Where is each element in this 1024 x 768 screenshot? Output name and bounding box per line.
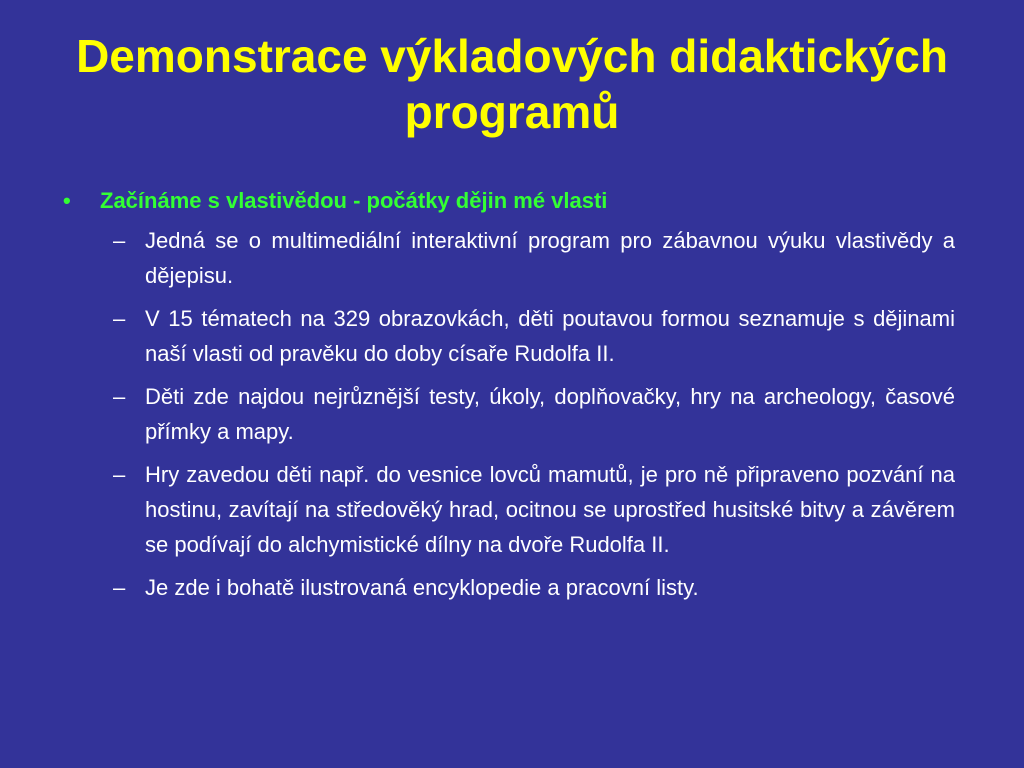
main-bullet-text: Začínáme s vlastivědou - počátky dějin mé vlasti (100, 188, 608, 213)
dash-icon: – (113, 306, 126, 331)
main-bullet (55, 183, 965, 219)
sub-bullet (55, 301, 965, 371)
sub-bullet (55, 223, 965, 293)
sub-bullet-text: Hry zavedou děti např. do vesnice lovců mamutů, je pro ně připraveno pozvání na hostinu, zavítají na středověký hrad, ocitnou se uprostřed husitské bitvy a závěrem se podívají do alchymistické dílny na dvoře Rudolfa II. (145, 462, 955, 557)
slide-content (55, 183, 965, 613)
bullet-icon: • (63, 188, 71, 213)
dash-icon: – (113, 384, 126, 409)
sub-bullet (55, 457, 965, 562)
sub-bullet-text: Děti zde najdou nejrůznější testy, úkoly, doplňovačky, hry na archeology, časové přímky a mapy. (145, 384, 955, 444)
sub-bullet-text: V 15 tématech na 329 obrazovkách, děti poutavou formou seznamuje s dějinami naší vlasti od pravěku do doby císaře Rudolfa II. (145, 306, 955, 366)
sub-bullet-text: Jedná se o multimediální interaktivní program pro zábavnou výuku vlastivědy a dějepisu. (145, 228, 955, 288)
sub-bullet (55, 570, 965, 605)
dash-icon: – (113, 228, 126, 253)
sub-bullet (55, 379, 965, 449)
slide-title: Demonstrace výkladových didaktických programů (76, 30, 948, 138)
sub-bullet-text: Je zde i bohatě ilustrovaná encyklopedie a pracovní listy. (145, 575, 699, 600)
sub-bullet-list (55, 223, 965, 605)
dash-icon: – (113, 462, 126, 487)
dash-icon: – (113, 575, 126, 600)
